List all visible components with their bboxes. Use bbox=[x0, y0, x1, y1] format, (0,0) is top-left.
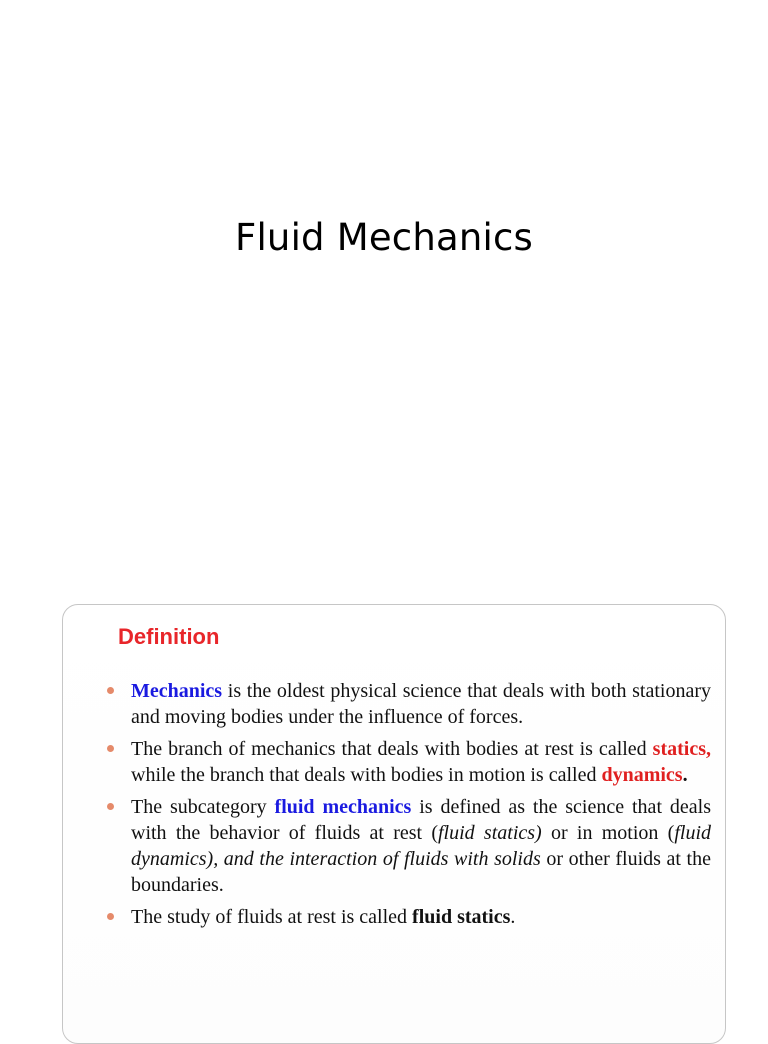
bullet-text: or other fluids at the boundaries. bbox=[131, 848, 711, 896]
keyword-dynamics: dynamics bbox=[601, 764, 683, 786]
definition-bullet-list bbox=[101, 678, 711, 936]
slide-title: Fluid Mechanics bbox=[234, 216, 534, 259]
definition-heading: Definition bbox=[118, 624, 220, 649]
keyword-statics: statics, bbox=[652, 738, 711, 760]
bullet-text: is defined as the science that deals with the behavior of fluids at rest ( bbox=[131, 796, 711, 844]
bullet-text: . bbox=[682, 764, 688, 786]
keyword-fluid-statics: fluid statics bbox=[412, 906, 511, 928]
bullet-fluid-statics bbox=[101, 904, 711, 930]
bullet-statics-dynamics bbox=[101, 736, 711, 788]
italic-fluid-statics: fluid statics) bbox=[438, 822, 542, 844]
bullet-text: or in motion ( bbox=[541, 822, 675, 844]
bullet-text: The subcategory bbox=[131, 796, 275, 818]
keyword-fluid-mechanics: fluid mechanics bbox=[274, 796, 412, 818]
keyword-mechanics: Mechanics bbox=[131, 680, 223, 702]
bullet-text: The study of fluids at rest is called bbox=[131, 906, 413, 928]
definition-panel bbox=[62, 604, 726, 1044]
bullet-text: The branch of mechanics that deals with bodies at rest is called bbox=[131, 738, 653, 760]
italic-fluid-dynamics: fluid dynamics), and the interaction of fluids with solids bbox=[131, 822, 711, 870]
bullet-text: is the oldest physical science that deals with both stationary and moving bodies under the influence of forces. bbox=[131, 680, 711, 728]
bullet-mechanics bbox=[101, 678, 711, 730]
bullet-dot-icon bbox=[107, 803, 114, 810]
bullet-text: while the branch that deals with bodies in motion is called bbox=[131, 764, 602, 786]
bullet-text: . bbox=[510, 906, 516, 928]
bullet-fluid-mechanics bbox=[101, 794, 711, 898]
bullet-dot-icon bbox=[107, 913, 114, 920]
bullet-dot-icon bbox=[107, 687, 114, 694]
bullet-dot-icon bbox=[107, 745, 114, 752]
